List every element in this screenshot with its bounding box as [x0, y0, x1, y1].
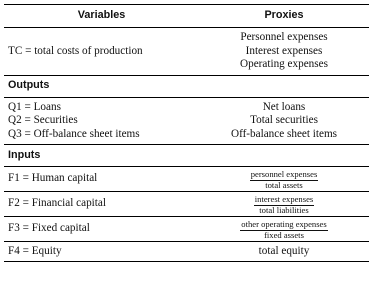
table-bottom-rule: [4, 261, 369, 262]
input-row-f4: [4, 242, 369, 261]
input-proxy-cell: [199, 193, 369, 215]
header-variables: Variables: [77, 9, 126, 22]
input-variable: F4 = Equity: [8, 244, 62, 257]
inputs-section-title: Inputs: [8, 148, 41, 161]
input-variable: F3 = Fixed capital: [8, 222, 90, 235]
fraction-numerator: other operating expenses: [241, 218, 327, 229]
tc-proxies: [199, 31, 369, 72]
output-proxy: Off-balance sheet items: [230, 127, 338, 140]
input-row-f2: [4, 192, 369, 216]
fraction-denominator: fixed assets: [264, 229, 304, 240]
input-proxy: total equity: [258, 244, 310, 257]
tc-row: [4, 28, 369, 75]
fraction-numerator: interest expenses: [254, 193, 314, 204]
tc-proxy: Personnel expenses: [240, 31, 328, 43]
proxy-fraction: [250, 170, 319, 190]
input-proxy-cell: [199, 168, 369, 190]
fraction-denominator: total liabilities: [259, 204, 309, 215]
input-row-f3: [4, 217, 369, 241]
fraction-numerator: personnel expenses: [250, 168, 318, 179]
input-variable: F2 = Financial capital: [8, 197, 106, 210]
input-variable: F1 = Human capital: [8, 172, 98, 185]
outputs-proxies: [199, 101, 369, 142]
proxy-fraction: [254, 195, 314, 215]
fraction-denominator: total assets: [265, 179, 303, 190]
tc-variable: TC = total costs of production: [8, 44, 143, 57]
output-proxy: Net loans: [262, 100, 306, 113]
output-variable: Q1 = Loans: [8, 100, 61, 113]
header-proxies: Proxies: [264, 9, 304, 22]
outputs-row: [4, 98, 369, 145]
output-proxy: Total securities: [250, 114, 318, 126]
output-variable: Q3 = Off-balance sheet items: [8, 127, 140, 140]
input-row-f1: [4, 167, 369, 191]
variables-proxies-table: [4, 4, 369, 262]
input-proxy-cell: [199, 218, 369, 240]
table-header-row: [4, 5, 369, 27]
outputs-section-title: Outputs: [8, 79, 50, 92]
outputs-variables: [4, 101, 199, 142]
output-variable: Q2 = Securities: [8, 114, 78, 126]
proxy-fraction: [240, 220, 327, 240]
tc-proxy: Interest expenses: [245, 44, 323, 57]
tc-proxy: Operating expenses: [240, 58, 328, 70]
